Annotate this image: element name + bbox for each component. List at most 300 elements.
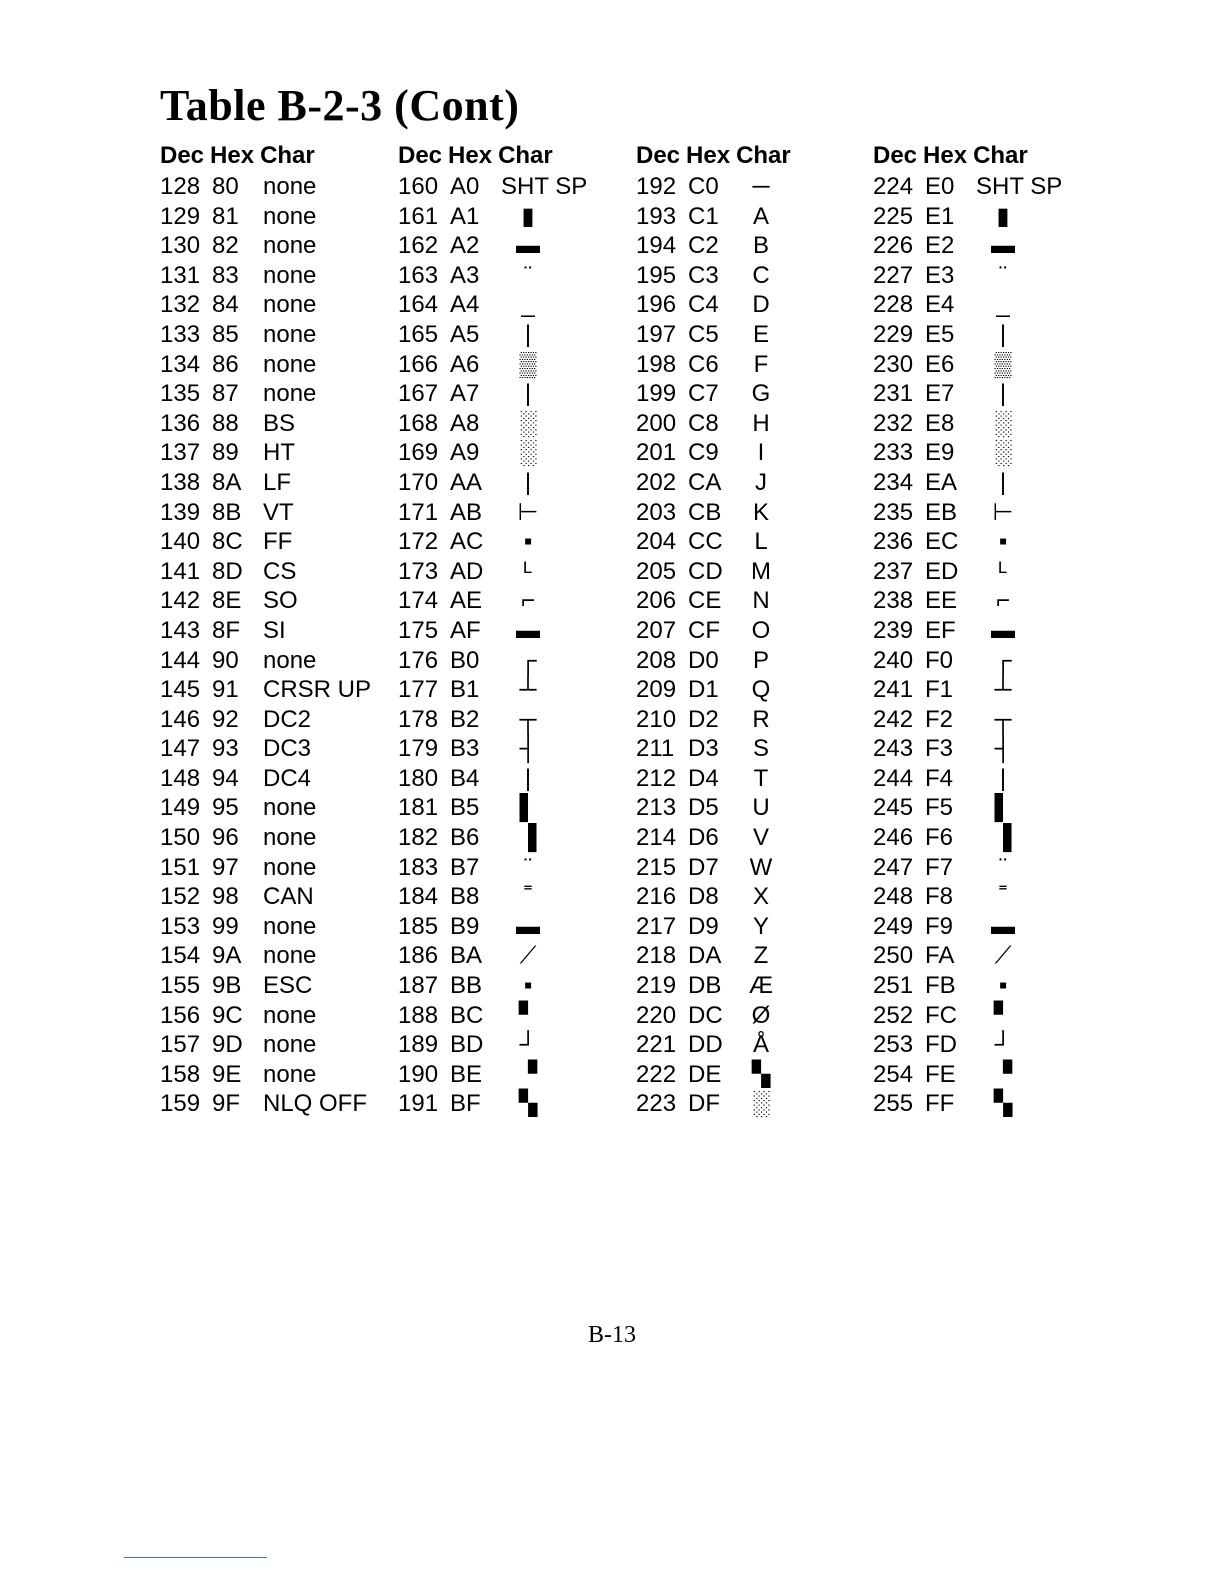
hex-cell: 94 [212, 764, 239, 792]
hex-cell: DC [688, 1001, 723, 1029]
dec-cell: 168 [398, 409, 439, 437]
char-cell: | [999, 764, 1007, 792]
char-cell: ▬ [991, 616, 1015, 644]
table-row [873, 231, 1103, 261]
hex-cell: AE [450, 587, 483, 615]
char-cell: Y [752, 912, 769, 940]
hex-cell: F6 [925, 824, 954, 852]
table-row [398, 320, 628, 350]
hex-cell: 8F [212, 616, 241, 644]
hex-cell: D2 [688, 705, 719, 733]
dec-cell: 248 [873, 883, 914, 911]
char-cell: G [751, 380, 771, 408]
dec-cell: 142 [160, 587, 201, 615]
table-row [160, 498, 390, 528]
table-row [636, 498, 866, 528]
hex-cell: C8 [688, 409, 719, 437]
dec-cell: 152 [160, 883, 201, 911]
char-cell: B [752, 232, 769, 260]
table-row [636, 1030, 866, 1060]
hex-cell: 8E [212, 587, 242, 615]
char-cell: none [263, 646, 317, 674]
char-cell: ⊢ [517, 498, 539, 526]
table-row [160, 646, 390, 676]
dec-cell: 245 [873, 794, 914, 822]
dec-cell: 238 [873, 587, 914, 615]
char-cell: none [263, 380, 317, 408]
table-row [636, 261, 866, 291]
page-title: Table B-2-3 (Cont) [160, 81, 520, 130]
char-cell: none [263, 291, 317, 319]
dec-cell: 138 [160, 468, 201, 496]
hex-cell: C1 [688, 202, 719, 230]
column-header [873, 140, 1103, 172]
hex-cell: 8C [212, 528, 243, 556]
table-row [873, 468, 1103, 498]
hex-cell: EE [925, 587, 958, 615]
hex-cell: 92 [212, 705, 239, 733]
character-table [0, 140, 1224, 1130]
table-row [160, 734, 390, 764]
dec-cell: 161 [398, 202, 439, 230]
hex-cell: 98 [212, 883, 239, 911]
table-row [398, 616, 628, 646]
dec-cell: 191 [398, 1090, 439, 1118]
table-row [873, 379, 1103, 409]
table-row [636, 1060, 866, 1090]
table-row [398, 290, 628, 320]
char-cell: ▌ [519, 794, 537, 822]
hex-cell: F2 [925, 705, 954, 733]
table-row [398, 498, 628, 528]
dec-cell: 156 [160, 1001, 201, 1029]
char-cell: _ [521, 291, 535, 319]
char-cell: CAN [263, 883, 314, 911]
char-cell: none [263, 1060, 317, 1088]
table-row [398, 409, 628, 439]
table-row [636, 290, 866, 320]
char-cell: ¨ [999, 261, 1007, 289]
dec-cell: 158 [160, 1060, 201, 1088]
char-cell: none [263, 232, 317, 260]
char-cell: ┌ [519, 646, 537, 674]
char-cell: | [999, 468, 1007, 496]
hex-cell: D7 [688, 853, 719, 881]
dec-cell: 222 [636, 1060, 677, 1088]
char-cell: Z [753, 942, 769, 970]
char-cell: A [752, 202, 769, 230]
char-cell: ¨ [524, 853, 532, 881]
table-row [160, 853, 390, 883]
dec-cell: 201 [636, 439, 677, 467]
header-hex: Hex [210, 142, 255, 169]
char-cell: ▬ [991, 912, 1015, 940]
char-cell: none [263, 824, 317, 852]
table-row [160, 1001, 390, 1031]
dec-cell: 229 [873, 320, 914, 348]
hex-cell: E4 [925, 291, 955, 319]
dec-cell: 218 [636, 942, 677, 970]
dec-cell: 186 [398, 942, 439, 970]
dec-cell: 199 [636, 380, 677, 408]
table-row [398, 527, 628, 557]
dec-cell: 143 [160, 616, 201, 644]
dec-cell: 146 [160, 705, 201, 733]
hex-cell: BD [450, 1031, 484, 1059]
table-row [636, 646, 866, 676]
table-row [636, 409, 866, 439]
table-row [398, 468, 628, 498]
table-row [873, 172, 1103, 202]
dec-cell: 217 [636, 912, 677, 940]
hex-cell: 84 [212, 291, 239, 319]
char-cell: ⌐ [520, 587, 535, 615]
hex-cell: EB [925, 498, 958, 526]
dec-cell: 144 [160, 646, 201, 674]
table-row [160, 231, 390, 261]
hex-cell: C4 [688, 291, 719, 319]
hex-cell: 9D [212, 1031, 243, 1059]
dec-cell: 240 [873, 646, 914, 674]
char-cell: ▐ [994, 824, 1012, 852]
hex-cell: E5 [925, 320, 955, 348]
hex-cell: B4 [450, 764, 480, 792]
table-row [160, 675, 390, 705]
header-char: Char [736, 142, 791, 169]
hex-cell: 85 [212, 320, 239, 348]
dec-cell: 157 [160, 1031, 201, 1059]
dec-cell: 227 [873, 261, 914, 289]
hex-cell: E7 [925, 380, 955, 408]
hex-cell: AB [450, 498, 483, 526]
table-row [873, 1089, 1103, 1119]
char-cell: ▚ [751, 1060, 771, 1088]
dec-cell: 166 [398, 350, 439, 378]
hex-cell: FD [925, 1031, 957, 1059]
table-row [160, 409, 390, 439]
dec-cell: 244 [873, 764, 914, 792]
hex-cell: C7 [688, 380, 719, 408]
hex-cell: 9E [212, 1060, 242, 1088]
char-cell: ┌ [994, 646, 1012, 674]
dec-cell: 185 [398, 912, 439, 940]
dec-cell: 140 [160, 528, 201, 556]
hex-cell: EF [925, 616, 956, 644]
dec-cell: 230 [873, 350, 914, 378]
table-row [160, 527, 390, 557]
hex-cell: CB [688, 498, 722, 526]
hex-cell: F7 [925, 853, 954, 881]
hex-cell: B5 [450, 794, 480, 822]
table-row [636, 1001, 866, 1031]
dec-cell: 226 [873, 232, 914, 260]
dec-cell: 213 [636, 794, 677, 822]
table-row [873, 261, 1103, 291]
hex-cell: 81 [212, 202, 239, 230]
dec-cell: 176 [398, 646, 439, 674]
column-header [160, 140, 390, 172]
dec-cell: 208 [636, 646, 677, 674]
table-row [160, 971, 390, 1001]
dec-cell: 209 [636, 676, 677, 704]
char-cell: F [753, 350, 769, 378]
table-column-1 [160, 140, 390, 1119]
hex-cell: 95 [212, 794, 239, 822]
char-cell: none [263, 853, 317, 881]
dec-cell: 180 [398, 764, 439, 792]
table-row [398, 1060, 628, 1090]
char-cell: ░ [994, 439, 1012, 467]
dec-cell: 236 [873, 528, 914, 556]
table-row [636, 350, 866, 380]
column-header [636, 140, 866, 172]
char-cell: BS [263, 409, 296, 437]
dec-cell: 239 [873, 616, 914, 644]
hex-cell: 88 [212, 409, 239, 437]
dec-cell: 170 [398, 468, 439, 496]
hex-cell: DD [688, 1031, 723, 1059]
dec-cell: 182 [398, 824, 439, 852]
char-cell: ▘ [518, 1001, 538, 1029]
hex-cell: FB [925, 972, 956, 1000]
char-cell: ▝ [518, 1060, 538, 1088]
dec-cell: 190 [398, 1060, 439, 1088]
table-row [636, 675, 866, 705]
table-row [873, 793, 1103, 823]
table-row [873, 350, 1103, 380]
hex-cell: A7 [450, 380, 480, 408]
table-row [636, 912, 866, 942]
char-cell: ▪ [998, 528, 1008, 556]
table-row [873, 853, 1103, 883]
hex-cell: 93 [212, 735, 239, 763]
dec-cell: 253 [873, 1031, 914, 1059]
hex-cell: 96 [212, 824, 239, 852]
char-cell: CRSR UP [263, 676, 372, 704]
hex-cell: BF [450, 1090, 481, 1118]
dec-cell: 220 [636, 1001, 677, 1029]
hex-cell: CA [688, 468, 722, 496]
table-row [160, 557, 390, 587]
hex-cell: 89 [212, 439, 239, 467]
char-cell: ▚ [518, 1090, 538, 1118]
table-row [636, 941, 866, 971]
dec-cell: 210 [636, 705, 677, 733]
hex-cell: A8 [450, 409, 480, 437]
char-cell: I [757, 439, 765, 467]
hex-cell: C3 [688, 261, 719, 289]
table-row [636, 438, 866, 468]
hex-cell: B7 [450, 853, 480, 881]
dec-cell: 167 [398, 380, 439, 408]
hex-cell: A1 [450, 202, 480, 230]
hex-cell: F1 [925, 676, 954, 704]
char-cell: ▪ [523, 972, 533, 1000]
hex-cell: 9C [212, 1001, 243, 1029]
char-cell: ▮ [996, 202, 1010, 230]
hex-cell: 8D [212, 557, 243, 585]
table-row [160, 290, 390, 320]
table-row [160, 793, 390, 823]
table-row [636, 971, 866, 1001]
hex-cell: CC [688, 528, 723, 556]
table-row [398, 261, 628, 291]
hex-cell: A5 [450, 320, 480, 348]
char-cell: ᴸ [523, 557, 533, 585]
table-row [398, 823, 628, 853]
dec-cell: 193 [636, 202, 677, 230]
dec-cell: 145 [160, 676, 201, 704]
char-cell: ┬ [994, 705, 1012, 733]
dec-cell: 250 [873, 942, 914, 970]
header-char: Char [973, 142, 1028, 169]
dec-cell: 243 [873, 735, 914, 763]
dec-cell: 192 [636, 173, 677, 200]
char-cell: O [751, 616, 771, 644]
dec-cell: 234 [873, 468, 914, 496]
table-row [873, 941, 1103, 971]
table-column-3 [636, 140, 866, 1119]
dec-cell: 200 [636, 409, 677, 437]
char-cell: ⟋ [519, 942, 537, 970]
footer-rule [124, 1557, 267, 1558]
hex-cell: BB [450, 972, 483, 1000]
char-cell: DC2 [263, 705, 312, 733]
dec-cell: 196 [636, 291, 677, 319]
table-row [873, 764, 1103, 794]
hex-cell: F9 [925, 912, 954, 940]
hex-cell: C6 [688, 350, 719, 378]
dec-cell: 132 [160, 291, 201, 319]
dec-cell: 171 [398, 498, 439, 526]
dec-cell: 252 [873, 1001, 914, 1029]
table-row [636, 853, 866, 883]
hex-cell: DB [688, 972, 722, 1000]
dec-cell: 254 [873, 1060, 914, 1088]
dec-cell: 155 [160, 972, 201, 1000]
hex-cell: D9 [688, 912, 719, 940]
char-cell: HT [263, 439, 295, 467]
table-row [398, 882, 628, 912]
hex-cell: B2 [450, 705, 480, 733]
char-cell: ▬ [516, 912, 540, 940]
table-row [873, 498, 1103, 528]
char-cell: ▐ [519, 824, 537, 852]
hex-cell: E1 [925, 202, 955, 230]
dec-cell: 187 [398, 972, 439, 1000]
dec-cell: 246 [873, 824, 914, 852]
table-row [160, 912, 390, 942]
hex-cell: BA [450, 942, 483, 970]
hex-cell: 9A [212, 942, 242, 970]
hex-cell: D3 [688, 735, 719, 763]
table-row [636, 823, 866, 853]
char-cell: DC3 [263, 735, 312, 763]
hex-cell: F5 [925, 794, 954, 822]
hex-cell: B6 [450, 824, 480, 852]
table-row [873, 734, 1103, 764]
dec-cell: 173 [398, 557, 439, 585]
header-hex: Hex [923, 142, 968, 169]
dec-cell: 178 [398, 705, 439, 733]
char-cell: ▒ [994, 350, 1012, 378]
dec-cell: 232 [873, 409, 914, 437]
table-row [636, 1089, 866, 1119]
dec-cell: 162 [398, 232, 439, 260]
char-cell: ┴ [519, 676, 537, 704]
table-row [636, 616, 866, 646]
char-cell: P [752, 646, 769, 674]
table-row [636, 320, 866, 350]
dec-cell: 255 [873, 1090, 914, 1118]
hex-cell: AC [450, 528, 484, 556]
hex-cell: E6 [925, 350, 955, 378]
hex-cell: D6 [688, 824, 719, 852]
char-cell: none [263, 794, 317, 822]
table-row [160, 438, 390, 468]
char-cell: E [752, 320, 769, 348]
table-row [873, 971, 1103, 1001]
hex-cell: 8A [212, 468, 242, 496]
column-header [398, 140, 628, 172]
dec-cell: 129 [160, 202, 201, 230]
char-cell: ░ [519, 409, 537, 437]
char-cell: ˭ [524, 883, 532, 911]
hex-cell: B9 [450, 912, 480, 940]
hex-cell: FF [925, 1090, 955, 1118]
char-cell: X [752, 883, 769, 911]
table-row [873, 290, 1103, 320]
hex-cell: C0 [688, 173, 719, 200]
hex-cell: E0 [925, 173, 955, 200]
table-column-2 [398, 140, 628, 1119]
char-cell: Å [752, 1031, 769, 1059]
char-cell: NLQ OFF [263, 1090, 368, 1118]
table-row [160, 379, 390, 409]
char-cell: CS [263, 557, 297, 585]
char-cell: SHT SP [501, 173, 588, 200]
dec-cell: 242 [873, 705, 914, 733]
hex-cell: BE [450, 1060, 483, 1088]
char-cell: ⊢ [992, 498, 1014, 526]
table-row [160, 616, 390, 646]
char-cell: | [999, 320, 1007, 348]
char-cell: ░ [519, 439, 537, 467]
char-cell: ┤ [519, 735, 537, 763]
dec-cell: 184 [398, 883, 439, 911]
char-cell: DC4 [263, 764, 312, 792]
dec-cell: 160 [398, 173, 439, 200]
hex-cell: AA [450, 468, 483, 496]
dec-cell: 150 [160, 824, 201, 852]
dec-cell: 183 [398, 853, 439, 881]
hex-cell: A9 [450, 439, 480, 467]
table-row [636, 172, 866, 202]
dec-cell: 194 [636, 232, 677, 260]
char-cell: none [263, 942, 317, 970]
char-cell: D [752, 291, 770, 319]
table-row [398, 350, 628, 380]
char-cell: ˭ [999, 883, 1007, 911]
hex-cell: AF [450, 616, 481, 644]
char-cell: K [752, 498, 769, 526]
hex-cell: CE [688, 587, 722, 615]
table-row [398, 1030, 628, 1060]
char-cell: ESC [263, 972, 313, 1000]
table-row [398, 853, 628, 883]
table-row [398, 557, 628, 587]
table-row [636, 557, 866, 587]
